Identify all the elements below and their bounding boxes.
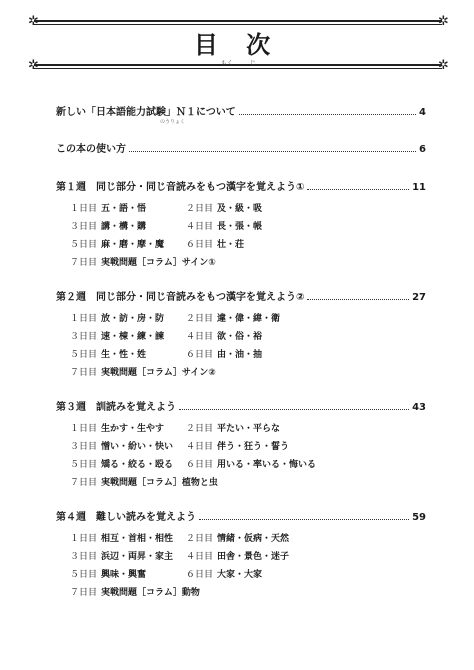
- day-number: ２日目: [186, 314, 214, 324]
- dot-leader: [307, 291, 409, 300]
- day-number: ５日目: [70, 350, 98, 360]
- week-heading[interactable]: [56, 181, 426, 195]
- day-number: ２日目: [186, 424, 214, 434]
- day-item[interactable]: [70, 441, 173, 453]
- header-rule-top: [34, 20, 442, 22]
- day-kanji: 放・訪・房・防: [101, 314, 165, 324]
- day-number: ４日目: [186, 442, 214, 452]
- day-number: ２日目: [186, 204, 214, 214]
- day-kanji: 生かす・生やす: [101, 424, 165, 434]
- day-item[interactable]: [70, 569, 146, 581]
- day-kanji: 由・油・抽: [217, 350, 263, 360]
- day-kanji: 実戦問題［コラム］サイン①: [101, 258, 216, 268]
- day-item[interactable]: [70, 367, 216, 379]
- day-number: ７日目: [70, 478, 98, 488]
- day-number: ５日目: [70, 240, 98, 250]
- toc-entry-label: この本の使い方: [56, 144, 126, 155]
- star-ornament-icon: ✲: [438, 58, 449, 73]
- day-item[interactable]: [186, 203, 262, 215]
- day-number: ４日目: [186, 222, 214, 232]
- day-number: ２日目: [186, 534, 214, 544]
- day-kanji: 麻・磨・摩・魔: [101, 240, 165, 250]
- day-kanji: 違・偉・緯・衛: [217, 314, 281, 324]
- day-kanji: 情緒・仮病・天然: [217, 534, 290, 544]
- star-ornament-icon: ✲: [438, 14, 449, 29]
- day-item[interactable]: [70, 221, 146, 233]
- day-number: ６日目: [186, 240, 214, 250]
- week-heading-page: 11: [412, 182, 426, 193]
- day-number: ４日目: [186, 332, 214, 342]
- day-item[interactable]: [70, 313, 164, 325]
- week-heading-label: 第１週 同じ部分・同じ音読みをもつ漢字を覚えよう①: [56, 182, 305, 193]
- day-number: ４日目: [186, 552, 214, 562]
- day-item[interactable]: [70, 477, 218, 489]
- week-heading-page: 27: [412, 292, 426, 303]
- title-ruby: もく: [221, 60, 234, 67]
- day-item[interactable]: [186, 533, 289, 545]
- day-item[interactable]: [186, 331, 262, 343]
- day-item[interactable]: [70, 533, 173, 545]
- day-kanji: 平たい・平らな: [217, 424, 281, 434]
- day-kanji: 憎い・紛い・快い: [101, 442, 174, 452]
- toc-entry[interactable]: [56, 143, 426, 157]
- day-item[interactable]: [186, 569, 262, 581]
- day-item[interactable]: [70, 423, 164, 435]
- day-number: ３日目: [70, 442, 98, 452]
- day-kanji: 壮・荘: [217, 240, 245, 250]
- day-number: ６日目: [186, 460, 214, 470]
- day-number: １日目: [70, 204, 98, 214]
- title-ruby: じ: [250, 60, 257, 67]
- day-item[interactable]: [70, 331, 164, 343]
- dot-leader: [307, 181, 409, 190]
- day-item[interactable]: [186, 551, 289, 563]
- day-item[interactable]: [70, 257, 216, 269]
- day-kanji: 長・張・帳: [217, 222, 263, 232]
- day-kanji: 興味・興奮: [101, 570, 147, 580]
- day-item[interactable]: [186, 423, 280, 435]
- day-number: １日目: [70, 534, 98, 544]
- week-heading-page: 43: [412, 402, 426, 413]
- day-number: ７日目: [70, 368, 98, 378]
- toc-entry-page: 4: [419, 107, 426, 118]
- day-item[interactable]: [70, 239, 164, 251]
- day-item[interactable]: [70, 459, 173, 471]
- star-ornament-icon: ✲: [28, 58, 39, 73]
- toc-entry-page: 6: [419, 144, 426, 155]
- week-heading[interactable]: [56, 511, 426, 525]
- day-number: ６日目: [186, 350, 214, 360]
- day-kanji: 欲・俗・裕: [217, 332, 263, 342]
- week-heading-label: 第４週 難しい読みを覚えよう: [56, 512, 196, 523]
- entry-ruby: のうりょく: [160, 119, 186, 125]
- dot-leader: [199, 511, 409, 520]
- page-title: 目 次: [193, 31, 281, 59]
- day-number: ３日目: [70, 552, 98, 562]
- day-item[interactable]: [186, 239, 244, 251]
- day-number: ３日目: [70, 332, 98, 342]
- week-heading[interactable]: [56, 401, 426, 415]
- header-rule-bottom: [34, 64, 442, 66]
- day-number: ７日目: [70, 258, 98, 268]
- day-kanji: 生・性・姓: [101, 350, 147, 360]
- day-kanji: 用いる・率いる・悔いる: [217, 460, 317, 470]
- day-kanji: 田舎・景色・迷子: [217, 552, 290, 562]
- day-number: ３日目: [70, 222, 98, 232]
- toc-entry[interactable]: [56, 106, 426, 120]
- header-rule-bottom-thin: [34, 68, 442, 69]
- day-item[interactable]: [70, 587, 200, 599]
- day-item[interactable]: [70, 349, 146, 361]
- dot-leader: [179, 401, 409, 410]
- day-item[interactable]: [186, 221, 262, 233]
- day-item[interactable]: [70, 203, 146, 215]
- day-item[interactable]: [186, 313, 280, 325]
- day-item[interactable]: [186, 459, 316, 471]
- day-kanji: 実戦問題［コラム］植物と虫: [101, 478, 218, 488]
- star-ornament-icon: ✲: [28, 14, 39, 29]
- dot-leader: [239, 106, 416, 115]
- day-number: ５日目: [70, 570, 98, 580]
- day-kanji: 実戦問題［コラム］サイン②: [101, 368, 216, 378]
- header-rule-top-thin: [34, 24, 442, 25]
- day-kanji: 速・棟・練・諫: [101, 332, 165, 342]
- day-kanji: 実戦問題［コラム］動物: [101, 588, 200, 598]
- day-item[interactable]: [70, 551, 173, 563]
- day-number: １日目: [70, 314, 98, 324]
- day-kanji: 五・語・悟: [101, 204, 147, 214]
- day-kanji: 相互・首相・相性: [101, 534, 174, 544]
- week-heading-label: 第２週 同じ部分・同じ音読みをもつ漢字を覚えよう②: [56, 292, 305, 303]
- day-number: １日目: [70, 424, 98, 434]
- day-number: ５日目: [70, 460, 98, 470]
- day-item[interactable]: [186, 349, 262, 361]
- day-number: ７日目: [70, 588, 98, 598]
- week-heading-page: 59: [412, 512, 426, 523]
- day-kanji: 大家・大家: [217, 570, 263, 580]
- day-item[interactable]: [186, 441, 289, 453]
- day-number: ６日目: [186, 570, 214, 580]
- day-kanji: 矯る・絞る・殴る: [101, 460, 174, 470]
- week-heading[interactable]: [56, 291, 426, 305]
- week-heading-label: 第３週 訓読みを覚えよう: [56, 402, 176, 413]
- day-kanji: 浜辺・両昇・家主: [101, 552, 174, 562]
- day-kanji: 及・級・吸: [217, 204, 263, 214]
- dot-leader: [129, 143, 416, 152]
- day-kanji: 講・構・購: [101, 222, 147, 232]
- toc-entry-label: 新しい「日本語能力試験」Ｎ１について: [56, 107, 236, 118]
- day-kanji: 伴う・狂う・誓う: [217, 442, 290, 452]
